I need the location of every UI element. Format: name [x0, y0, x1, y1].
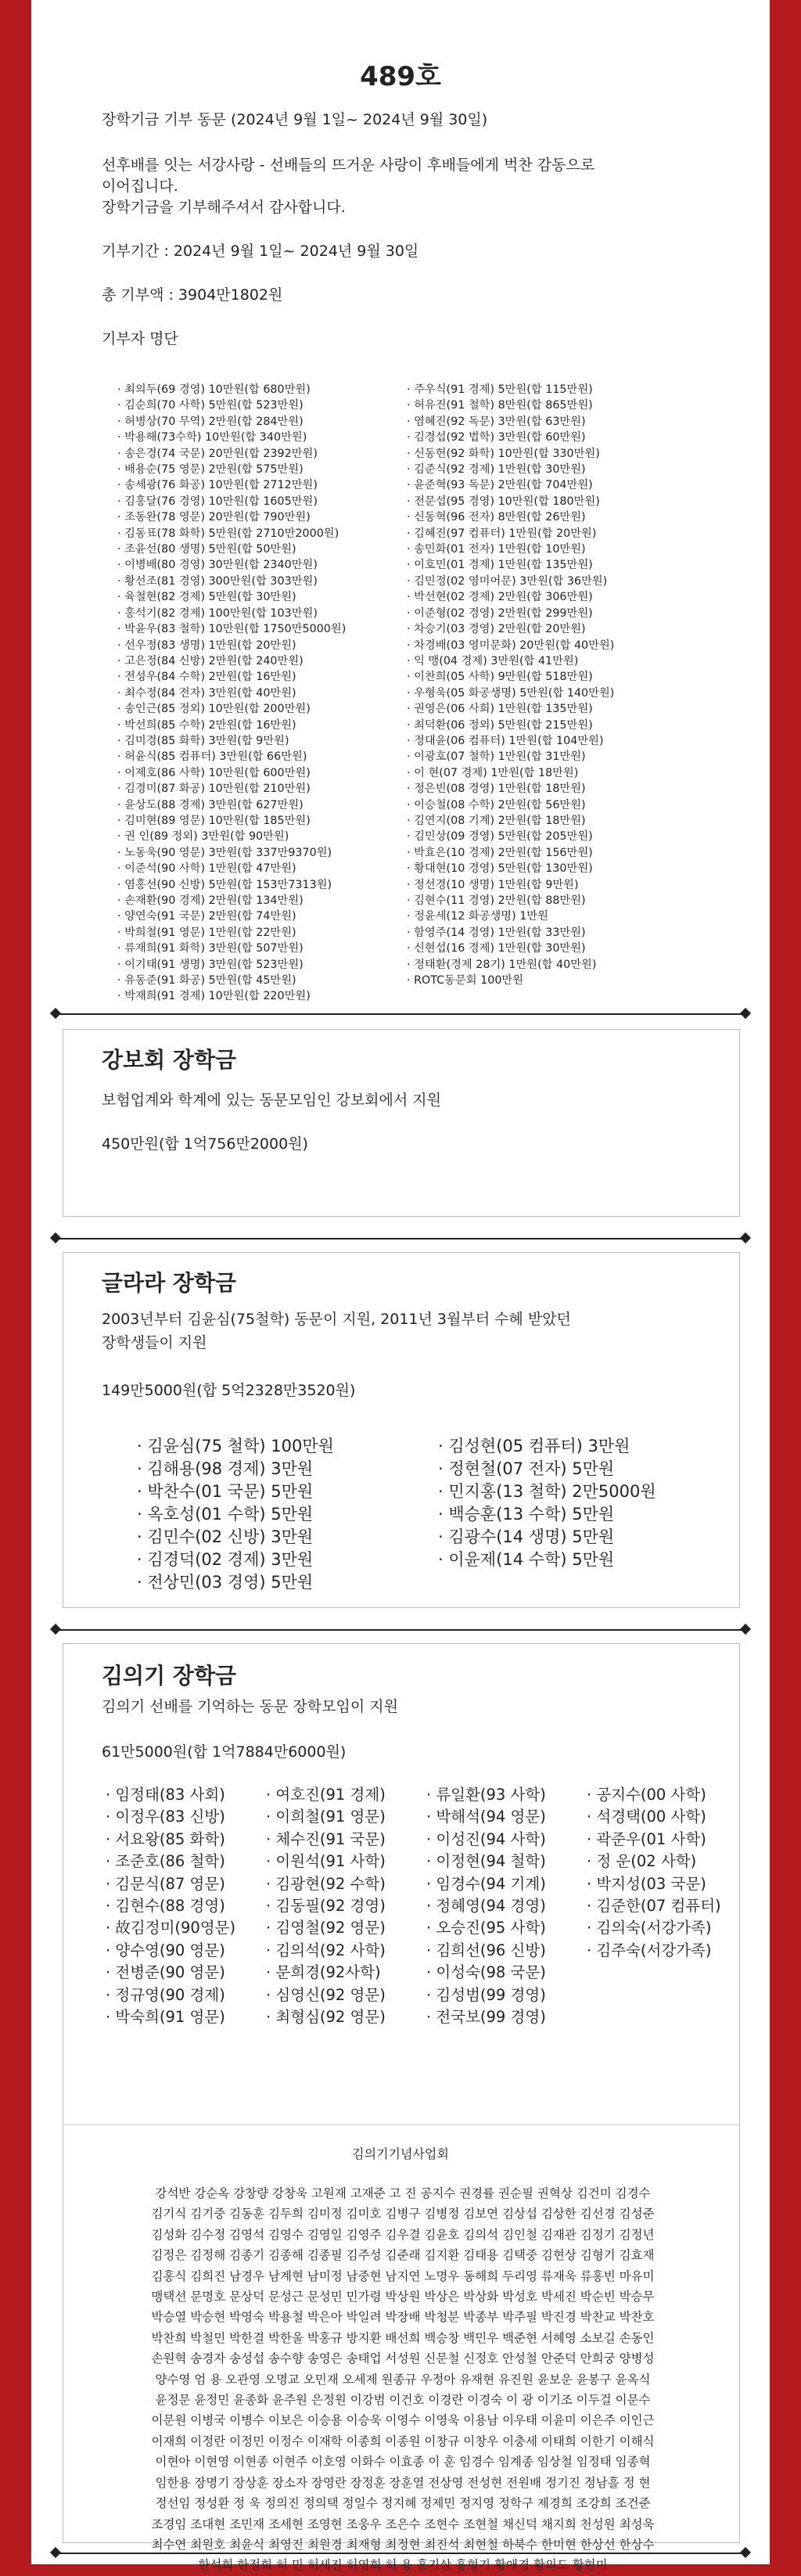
kimuigi-donor-entry: · 김현수(88 경영) — [106, 1897, 225, 1916]
donor-entry: · 김현수(11 경영) 2만원(합 88만원) — [407, 894, 586, 907]
donor-entry: · 박희철(91 영문) 1만원(합 22만원) — [117, 926, 296, 939]
donor-entry: · 김동표(78 화학) 5만원(합 2710만2000원) — [117, 527, 339, 540]
kimuigi-donor-entry: · 석경택(00 사학) — [587, 1808, 706, 1826]
donor-entry: · 유동준(91 화공) 5만원(합 45만원) — [117, 974, 296, 988]
memorial-member-line: 손원혁 송경자 송성섭 송수향 송영은 송태업 서성원 신문철 신정호 안성철 안준덕 안희궁 양병성 — [151, 2351, 655, 2366]
kimuigi-donor-entry: · 이성진(94 사학) — [426, 1829, 546, 1848]
kimuigi-amount: 61만5000원(합 1억7884만6000원) — [102, 1743, 347, 1761]
donation-total: 총 기부액 : 3904만1802원 — [102, 286, 283, 304]
donation-period: 기부기간 : 2024년 9월 1일~ 2024년 9월 30일 — [102, 243, 419, 260]
kimuigi-donor-entry: · 여호진(91 경제) — [266, 1786, 386, 1804]
donor-entry: · 송세광(76 화공) 10만원(합 2712만원) — [117, 479, 318, 492]
kimuigi-donor-entry: · 정혜영(94 경영) — [426, 1897, 546, 1916]
kimuigi-donors-col3 — [426, 1784, 546, 2028]
kimuigi-donor-entry: · 故김정미(90영문) — [106, 1919, 236, 1937]
donor-entry: · 박재희(91 경제) 10만원(합 220만원) — [117, 990, 311, 1003]
donor-entry: · 허유진(91 철학) 8만원(합 865만원) — [407, 399, 593, 412]
donor-entry: · 김혜진(97 컴퓨터) 1만원(합 20만원) — [407, 527, 597, 540]
glara-donor-entry: · 이윤제(14 수학) 5만원 — [438, 1550, 615, 1569]
memorial-member-line: 김기식 김기중 김동훈 김두희 김미정 김미호 김병구 김병정 김보연 김상섭 김상한 김선경 김성준 — [151, 2207, 655, 2222]
kimuigi-donor-entry: · 오승진(95 사학) — [426, 1919, 546, 1937]
memorial-separator — [63, 2124, 740, 2125]
memorial-member-line: 윤정문 윤정민 윤종화 윤주원 은정원 이강범 이건호 이경란 이경숙 이 광 이기조 이두걸 이문수 — [155, 2393, 651, 2408]
issue-title: 489호 — [360, 61, 441, 92]
donor-entry: · 노동욱(90 영문) 3만원(합 337만9370원) — [117, 846, 332, 859]
kimuigi-donor-entry: · 서요왕(85 화학) — [106, 1829, 225, 1848]
kimuigi-donor-entry: · 김의석(92 사학) — [266, 1941, 386, 1959]
donor-entry: · 황선조(81 경영) 300만원(합 303만원) — [117, 574, 318, 588]
kimuigi-donor-entry: · 공지수(00 사학) — [587, 1786, 706, 1804]
donor-entry: · 홍석기(82 경제) 100만원(합 103만원) — [117, 606, 318, 620]
kimuigi-donor-entry: · 이정우(83 신방) — [106, 1808, 225, 1826]
glara-donors-right — [438, 1435, 656, 1571]
donor-entry: · 허윤식(85 컴퓨터) 3만원(합 66만원) — [117, 750, 307, 764]
memorial-member-line: 박승열 박승현 박영숙 박용철 박은아 박일려 박장배 박청분 박종부 박주필 박진경 박찬교 박찬호 — [151, 2310, 655, 2325]
glara-donors-left — [137, 1435, 334, 1594]
kimuigi-donor-entry: · 김문식(87 영문) — [106, 1874, 225, 1893]
memorial-title: 김의기기념사업회 — [352, 2146, 449, 2161]
donor-entry: · 송은경(74 국문) 20만원(합 2392만원) — [117, 447, 318, 460]
glara-donor-entry: · 정현철(07 전자) 5만원 — [438, 1459, 615, 1478]
donor-entry: · 선우정(83 생명) 1만원(합 20만원) — [117, 639, 296, 652]
donor-entry: · 신현섭(16 경제) 1만원(합 30만원) — [407, 942, 586, 955]
kimuigi-donor-entry: · 심영신(92 영문) — [266, 1985, 386, 2004]
memorial-member-line: 양수영 엄 용 오관영 오명교 오민재 오세제 원종규 우정아 유재현 유진원 윤보운 윤봉구 윤옥식 — [155, 2372, 651, 2387]
donor-entry: · 손재환(90 경제) 2만원(합 134만원) — [117, 894, 304, 907]
kimuigi-donors-col4 — [587, 1784, 721, 1962]
donor-entry: · 김순희(70 사학) 5만원(합 523만원) — [117, 399, 304, 412]
glara-donor-entry: · 전상민(03 경영) 5만원 — [137, 1573, 314, 1592]
memorial-member-line: 정선임 정성환 정 욱 정의진 정의택 정일수 정지혜 정제민 정지영 정학구 제경희 조강희 조건준 — [155, 2496, 651, 2511]
donor-entry: · 정대윤(06 컴퓨터) 1만원(합 104만원) — [407, 734, 604, 747]
glara-donor-entry: · 김윤심(75 철학) 100만원 — [137, 1437, 334, 1455]
kimuigi-desc: 김의기 선배를 기억하는 동문 장학모임이 지원 — [102, 1698, 398, 1715]
donor-entry: · 조동완(78 영문) 20만원(합 790만원) — [117, 511, 311, 524]
donor-entry: · 이승철(08 수학) 2만원(합 56만원) — [407, 798, 586, 811]
memorial-member-line: 이재희 이정란 이정민 이정수 이재학 이종희 이종원 이창규 이창우 이충세 이태희 이한기 이해식 — [151, 2434, 655, 2448]
section-divider — [56, 1629, 745, 1631]
newsletter-page — [31, 0, 770, 2573]
donor-entry: · 고은정(84 신방) 2만원(합 240만원) — [117, 654, 304, 667]
donor-entry: · 권 인(89 정외) 3만원(합 90만원) — [117, 830, 289, 844]
kimuigi-donor-entry: · 임정태(83 사회) — [106, 1786, 225, 1804]
donor-entry: · 이제호(86 사학) 10만원(합 600만원) — [117, 766, 311, 779]
donor-entry: · 이광호(07 철학) 1만원(합 31만원) — [407, 750, 586, 764]
donor-entry: · 송인근(85 정외) 10만원(합 200만원) — [117, 703, 311, 716]
intro-message-line2: 이어집니다. — [102, 178, 178, 195]
donor-entry: · 박윤우(83 철학) 10만원(합 1750만5000원) — [117, 623, 347, 636]
kimuigi-donor-entry: · 체수진(91 국문) — [266, 1829, 386, 1848]
donor-entry: · 전문섭(95 경영) 10만원(합 180만원) — [407, 495, 600, 508]
memorial-member-line: 이현아 이현영 이현종 이현주 이호영 이화수 이효종 이 훈 임경수 임계종 임상철 임정태 임종혁 — [155, 2455, 651, 2470]
kimuigi-donor-entry: · 김영철(92 영문) — [266, 1919, 386, 1937]
donor-entry: · 김홍달(76 경영) 10만원(합 1605만원) — [117, 495, 318, 508]
kimuigi-donor-entry: · 최형심(92 영문) — [266, 2008, 386, 2027]
donor-entry: · 신동혁(96 전자) 8만원(합 26만원) — [407, 511, 586, 524]
glara-desc-line2: 장학생들이 지원 — [102, 1334, 207, 1351]
donor-entry: · 정은빈(08 경영) 1만원(합 18만원) — [407, 783, 586, 796]
thanks-message: 장학기금을 기부해주셔서 감사합니다. — [102, 199, 346, 216]
kangbohoe-desc: 보험업계와 학계에 있는 동문모임인 강보회에서 지원 — [102, 1092, 441, 1109]
donor-entry: · ROTC동문회 100만원 — [407, 974, 524, 988]
memorial-member-line: 임한용 장명기 장상훈 장소자 장영란 장정훈 장훈열 전상영 전성현 전원배 정기진 정남흘 정 현 — [155, 2475, 651, 2490]
donor-entry: · 이병배(80 경영) 30만원(합 2340만원) — [117, 559, 318, 572]
memorial-member-line: 조경임 조대현 조민재 조세현 조영현 조웅우 조은수 조현수 조현철 채신덕 채지희 천성원 최성욱 — [151, 2517, 655, 2531]
kangbohoe-amount: 450만원(합 1억756만2000원) — [102, 1135, 308, 1153]
glara-donor-entry: · 김경덕(02 경제) 3만원 — [137, 1550, 314, 1569]
kimuigi-donor-entry: · 김의숙(서강가족) — [587, 1919, 712, 1937]
donor-entry: · 류재희(91 화학) 3만원(합 507만원) — [117, 942, 304, 955]
donor-entry: · 이준형(02 경영) 2만원(합 299만원) — [407, 606, 593, 620]
kimuigi-donor-entry: · 김광현(92 수학) — [266, 1874, 386, 1893]
donor-entry: · 박용해(73수학) 10만원(합 340만원) — [117, 431, 307, 444]
section-divider — [56, 1013, 745, 1015]
kimuigi-donor-entry: · 양수영(90 영문) — [106, 1941, 225, 1959]
donor-entry: · 최덕환(06 정외) 5만원(합 215만원) — [407, 718, 593, 732]
donor-entry: · 배용순(75 영문) 2만원(합 575만원) — [117, 463, 304, 477]
donor-list-right — [407, 382, 614, 988]
donor-entry: · 권영은(06 사회) 1만원(합 135만원) — [407, 703, 593, 716]
donor-entry: · 박선현(02 경제) 2만원(합 306만원) — [407, 591, 593, 604]
memorial-member-line: 강석반 강순옥 강창량 강창욱 고원재 고재준 고 진 공지수 권경률 권순필 권혁상 김건미 김경수 — [155, 2186, 651, 2200]
glara-donor-entry: · 김해용(98 경제) 3만원 — [137, 1459, 314, 1478]
donor-entry: · 정선경(10 생명) 1만원(합 9만원) — [407, 878, 579, 891]
donor-list-label: 기부자 명단 — [102, 330, 178, 347]
intro-message-line1: 선후배를 잇는 서강사랑 - 선배들의 뜨거운 사랑이 후배들에게 벅찬 감동으로 — [102, 157, 595, 174]
donor-entry: · 김준식(92 경제) 1만원(합 30만원) — [407, 463, 586, 477]
donor-entry: · 김민상(09 경영) 5만원(합 205만원) — [407, 830, 593, 844]
donor-entry: · 김연지(08 기계) 2만원(합 18만원) — [407, 814, 586, 827]
kimuigi-donor-entry: · 이성숙(98 국문) — [426, 1963, 546, 1982]
kimuigi-donor-entry: · 임경수(94 기계) — [426, 1874, 546, 1893]
kimuigi-donor-entry: · 정 운(02 사학) — [587, 1852, 697, 1871]
kimuigi-donor-entry: · 박지성(03 국문) — [587, 1874, 706, 1893]
kimuigi-donors-col1 — [106, 1784, 235, 2028]
kimuigi-donor-entry: · 김성범(99 경영) — [426, 1985, 546, 2004]
kimuigi-donor-entry: · 이원석(91 사학) — [266, 1852, 386, 1871]
donor-entry: · 박효은(10 경제) 2만원(합 156만원) — [407, 846, 593, 859]
kimuigi-donor-entry: · 김준한(07 컴퓨터) — [587, 1897, 721, 1916]
donor-entry: · 전성우(84 수학) 2만원(합 16만원) — [117, 671, 296, 684]
donor-entry: · 정태환(경제 28기) 1만원(합 40만원) — [407, 958, 597, 971]
donor-entry: · 송민화(01 전자) 1만원(합 10만원) — [407, 543, 586, 556]
kimuigi-donor-entry: · 박숙희(91 영문) — [106, 2008, 225, 2027]
donor-entry: · 우형욱(05 화공생명) 5만원(합 140만원) — [407, 686, 615, 700]
glara-donor-entry: · 김광수(14 생명) 5만원 — [438, 1527, 615, 1546]
glara-desc-line1: 2003년부터 김윤심(75철학) 동문이 지원, 2011년 3월부터 수혜 받았던 — [102, 1311, 571, 1328]
kimuigi-donor-entry: · 전병준(90 영문) — [106, 1963, 225, 1982]
memorial-member-line: 김정은 김정해 김종기 김종해 김종필 김주성 김준래 김지환 김태용 김택중 김현상 김형기 김효재 — [151, 2248, 655, 2263]
memorial-member-line: 이문원 이병국 이병수 이보은 이승용 이승욱 이영수 이영욱 이용남 이우태 이윤미 이은주 이인근 — [151, 2413, 655, 2428]
donor-entry: · 최의두(69 경영) 10만원(합 680만원) — [117, 383, 311, 396]
kimuigi-donor-entry: · 정규영(90 경제) — [106, 1985, 225, 2004]
donor-entry: · 이준석(90 사학) 1만원(합 47만원) — [117, 862, 296, 876]
kimuigi-title: 김의기 장학금 — [102, 1663, 237, 1689]
donor-entry: · 김경미(87 화공) 10만원(합 210만원) — [117, 783, 311, 796]
donor-entry: · 이찬희(05 사학) 9만원(합 518만원) — [407, 671, 593, 684]
donor-entry: · 정윤세(12 화공생명) 1만원 — [407, 910, 548, 923]
section-divider — [56, 2553, 745, 2554]
section-divider — [56, 1238, 745, 1239]
donor-entry: · 박선희(85 수학) 2만원(합 16만원) — [117, 718, 296, 732]
kimuigi-donor-entry: · 이희철(91 영문) — [266, 1808, 386, 1826]
kimuigi-donor-entry: · 김주숙(서강가족) — [587, 1941, 712, 1959]
donor-entry: · 김경섭(92 법학) 3만원(합 60만원) — [407, 431, 586, 444]
memorial-member-line: 박찬희 박철민 박한결 박한울 박홍규 방지환 배선희 백승창 백민우 백준현 서혜영 소보길 손동인 — [151, 2330, 655, 2345]
donor-entry: · 이기태(91 생명) 3만원(합 523만원) — [117, 958, 304, 971]
glara-title: 글라라 장학금 — [102, 1270, 237, 1296]
glara-donor-entry: · 옥호성(01 수학) 5만원 — [137, 1505, 314, 1524]
kimuigi-donor-entry: · 김동필(92 경영) — [266, 1897, 386, 1916]
donor-entry: · 조윤선(80 생명) 5만원(합 50만원) — [117, 543, 296, 556]
kimuigi-donor-entry: · 박해석(94 영문) — [426, 1808, 546, 1826]
donor-entry: · 주우식(91 경제) 5만원(합 115만원) — [407, 383, 593, 396]
donor-entry: · 신동헌(92 화학) 10만원(합 330만원) — [407, 447, 600, 460]
kimuigi-donor-entry: · 곽준우(01 사학) — [587, 1829, 706, 1848]
memorial-member-line: 김성화 김수정 김영석 김영수 김영일 김영주 김우결 김윤호 김의석 김인철 김재관 김정기 김정년 — [151, 2227, 655, 2242]
kimuigi-donor-entry: · 류일환(93 사학) — [426, 1786, 546, 1804]
donor-entry: · 차경배(03 영미문화) 20만원(합 40만원) — [407, 639, 615, 652]
kimuigi-donors-col2 — [266, 1784, 386, 2028]
donor-entry: · 허병상(70 무역) 2만원(합 284만원) — [117, 415, 304, 428]
donor-entry: · 함영주(14 경영) 1만원(합 33만원) — [407, 926, 586, 939]
donor-entry: · 윤상도(88 경제) 3만원(합 627만원) — [117, 798, 304, 811]
donor-entry: · 황대현(10 경영) 5만원(합 130만원) — [407, 862, 593, 876]
donor-entry: · 이호민(01 경제) 1만원(합 135만원) — [407, 559, 593, 572]
memorial-member-line: 한석희 한정희 허 민 허세진 허영희 허 용 홍기삼 홍형기 황애경 황의도 황현미 — [198, 2558, 608, 2573]
kangbohoe-title: 강보회 장학금 — [102, 1047, 237, 1073]
glara-donor-entry: · 김민수(02 신방) 3만원 — [137, 1527, 314, 1546]
glara-donor-entry: · 김성현(05 컴퓨터) 3만원 — [438, 1437, 630, 1455]
glara-donor-entry: · 백승훈(13 수학) 5만원 — [438, 1505, 615, 1524]
donor-entry: · 차승기(03 경영) 2만원(합 20만원) — [407, 623, 586, 636]
donor-entry: · 익 맹(04 경제) 3만원(합 41만원) — [407, 654, 579, 667]
donor-entry: · 윤준혁(93 독문) 2만원(합 704만원) — [407, 479, 593, 492]
kimuigi-donor-entry: · 문희경(92사학) — [266, 1963, 381, 1982]
kimuigi-donor-entry: · 이정현(94 철학) — [426, 1852, 546, 1871]
donor-entry: · 양연숙(91 국문) 2만원(합 74만원) — [117, 910, 296, 923]
donor-entry: · 김미경(85 화학) 3만원(합 9만원) — [117, 734, 289, 747]
memorial-member-line: 김홍식 김희진 남경우 남계현 남미정 남중현 남지연 노명우 동해희 두리영 류재욱 류홍빈 마유미 — [151, 2268, 655, 2283]
memorial-member-line: 최수연 최원호 최윤식 최영진 최원경 최재형 최정현 최진석 최현철 하북수 한미현 한상선 한상수 — [151, 2537, 655, 2552]
kimuigi-donor-entry: · 조준호(86 철학) — [106, 1852, 225, 1871]
donor-entry: · 김미현(89 영문) 10만원(합 185만원) — [117, 814, 311, 827]
donor-entry: · 최수정(84 전자) 3만원(합 40만원) — [117, 686, 296, 700]
memorial-member-list — [94, 2183, 712, 2576]
donor-entry: · 염홍선(90 신방) 5만원(합 153만7313원) — [117, 878, 332, 891]
donor-entry: · 이 현(07 경제) 1만원(합 18만원) — [407, 766, 579, 779]
fund-heading: 장학기금 기부 동문 (2024년 9월 1일~ 2024년 9월 30일) — [102, 111, 488, 128]
donor-entry: · 김민정(02 영미어문) 3만원(합 36만원) — [407, 574, 608, 588]
glara-donor-entry: · 민지홍(13 철학) 2만5000원 — [438, 1482, 656, 1501]
memorial-member-line: 맹택선 문명호 문상덕 문성근 문성민 민가령 박상원 박상은 박상화 박성호 박세진 박순빈 박승무 — [151, 2290, 655, 2304]
donor-entry: · 육철현(82 경제) 5만원(합 30만원) — [117, 591, 296, 604]
glara-donor-entry: · 박찬수(01 국문) 5만원 — [137, 1482, 314, 1501]
donor-entry: · 염혜진(92 독문) 3만원(합 63만원) — [407, 415, 586, 428]
glara-amount: 149만5000원(합 5억2328만3520원) — [102, 1382, 356, 1399]
donor-list-left — [117, 382, 346, 1005]
kimuigi-donor-entry: · 김희선(96 신방) — [426, 1941, 546, 1959]
kimuigi-donor-entry: · 전국보(99 경영) — [426, 2008, 546, 2027]
